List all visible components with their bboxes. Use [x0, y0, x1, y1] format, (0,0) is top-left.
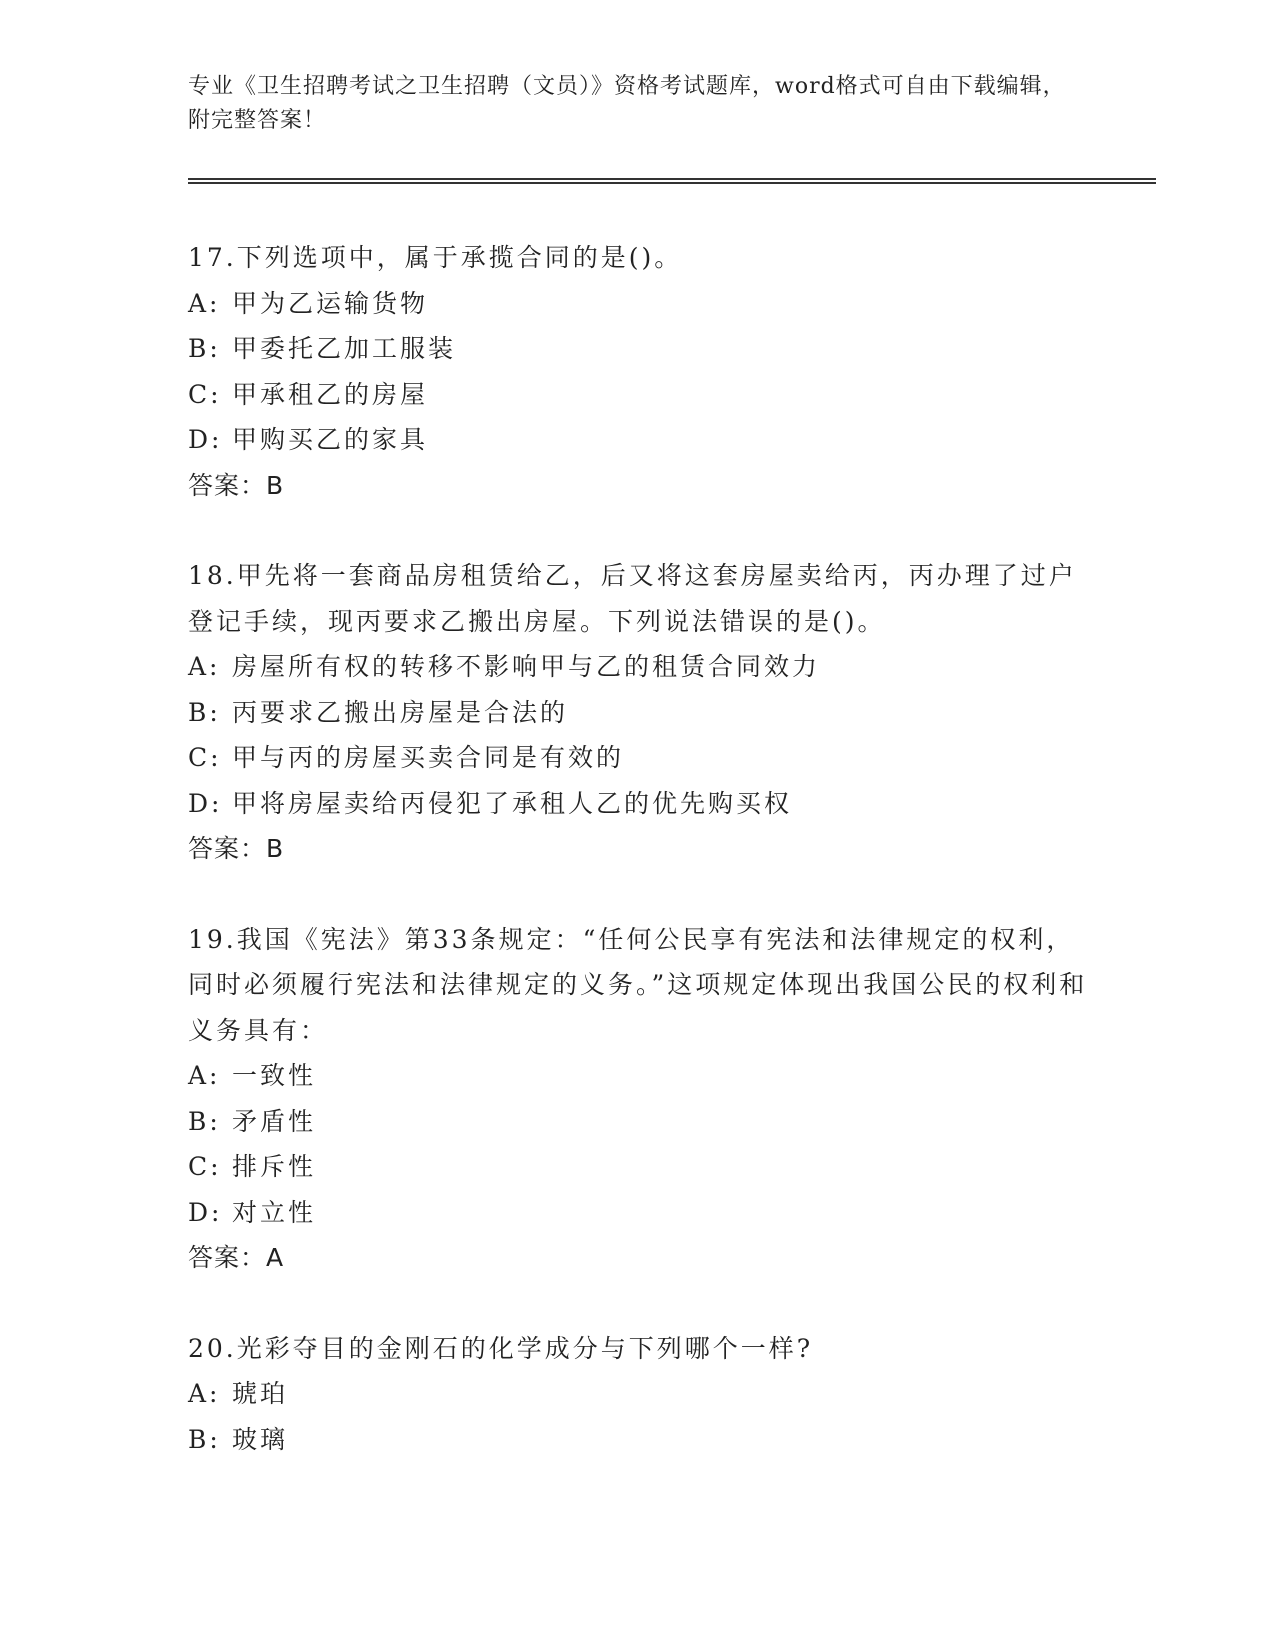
option-text: 一致性: [232, 1061, 317, 1090]
option-text: 甲将房屋卖给丙侵犯了承租人乙的优先购买权: [232, 788, 793, 818]
option-b: [188, 1099, 1088, 1145]
option-text: 甲与丙的房屋买卖合同是有效的: [232, 743, 625, 772]
question-stem: 19.我国《宪法》第33条规定：“任何公民享有宪法和法律规定的权利，同时必须履行宪法和法律规定的义务。”这项规定体现出我国公民的权利和义务具有：: [188, 924, 1088, 1045]
option-text: 琥珀: [232, 1379, 289, 1408]
option-text: 排斥性: [232, 1152, 317, 1181]
option-text: 对立性: [232, 1197, 317, 1227]
option-a: [188, 1053, 1088, 1099]
document-header: 专业《卫生招聘考试之卫生招聘（文员）》资格考试题库，word格式可自由下载编辑，附完整答案！: [188, 74, 1066, 133]
option-text: 甲为乙运输货物: [232, 288, 429, 318]
option-letter: C:: [188, 379, 222, 409]
option-letter: B:: [188, 1106, 221, 1136]
question-spacer: [188, 508, 1088, 553]
answer-line: 答案：B: [188, 834, 285, 863]
question-list: [188, 235, 1088, 1462]
option-b: [188, 1417, 1088, 1463]
option-text: 甲购买乙的家具: [232, 425, 429, 454]
option-a: [188, 644, 1088, 690]
option-d: [188, 417, 1088, 463]
option-c: [188, 1144, 1088, 1190]
option-b: [188, 690, 1088, 736]
option-letter: B:: [188, 697, 221, 727]
question-18: [188, 553, 1088, 872]
option-letter: A:: [188, 288, 221, 318]
option-text: 甲委托乙加工服装: [232, 334, 457, 363]
option-letter: B:: [188, 1424, 221, 1454]
option-text: 房屋所有权的转移不影响甲与乙的租赁合同效力: [232, 652, 821, 681]
question-spacer: [188, 1281, 1088, 1326]
question-stem: 17.下列选项中，属于承揽合同的是()。: [188, 243, 683, 272]
option-text: 丙要求乙搬出房屋是合法的: [232, 697, 569, 727]
answer-line: 答案：A: [188, 1243, 285, 1272]
option-letter: A:: [188, 1061, 221, 1090]
option-text: 矛盾性: [232, 1106, 317, 1136]
answer-line: 答案：B: [188, 470, 285, 500]
question-spacer: [188, 872, 1088, 917]
option-letter: A:: [188, 1379, 221, 1408]
header-divider: [188, 178, 1156, 184]
option-text: 甲承租乙的房屋: [232, 379, 429, 409]
option-letter: C:: [188, 743, 222, 772]
question-17: [188, 235, 1088, 508]
question-20: [188, 1326, 1088, 1463]
option-b: [188, 326, 1088, 372]
option-letter: D:: [188, 788, 223, 818]
option-c: [188, 372, 1088, 418]
option-text: 玻璃: [232, 1424, 289, 1454]
option-c: [188, 735, 1088, 781]
option-d: [188, 1190, 1088, 1236]
option-letter: D:: [188, 1197, 223, 1227]
question-stem: 20.光彩夺目的金刚石的化学成分与下列哪个一样?: [188, 1333, 814, 1363]
option-a: [188, 281, 1088, 327]
option-letter: B:: [188, 334, 221, 363]
question-19: [188, 917, 1088, 1281]
option-d: [188, 781, 1088, 827]
option-letter: A:: [188, 652, 221, 681]
option-letter: C:: [188, 1152, 222, 1181]
option-letter: D:: [188, 425, 223, 454]
question-stem: 18.甲先将一套商品房租赁给乙，后又将这套房屋卖给丙，丙办理了过户登记手续，现丙要求乙搬出房屋。下列说法错误的是()。: [188, 561, 1077, 636]
option-a: [188, 1371, 1088, 1417]
